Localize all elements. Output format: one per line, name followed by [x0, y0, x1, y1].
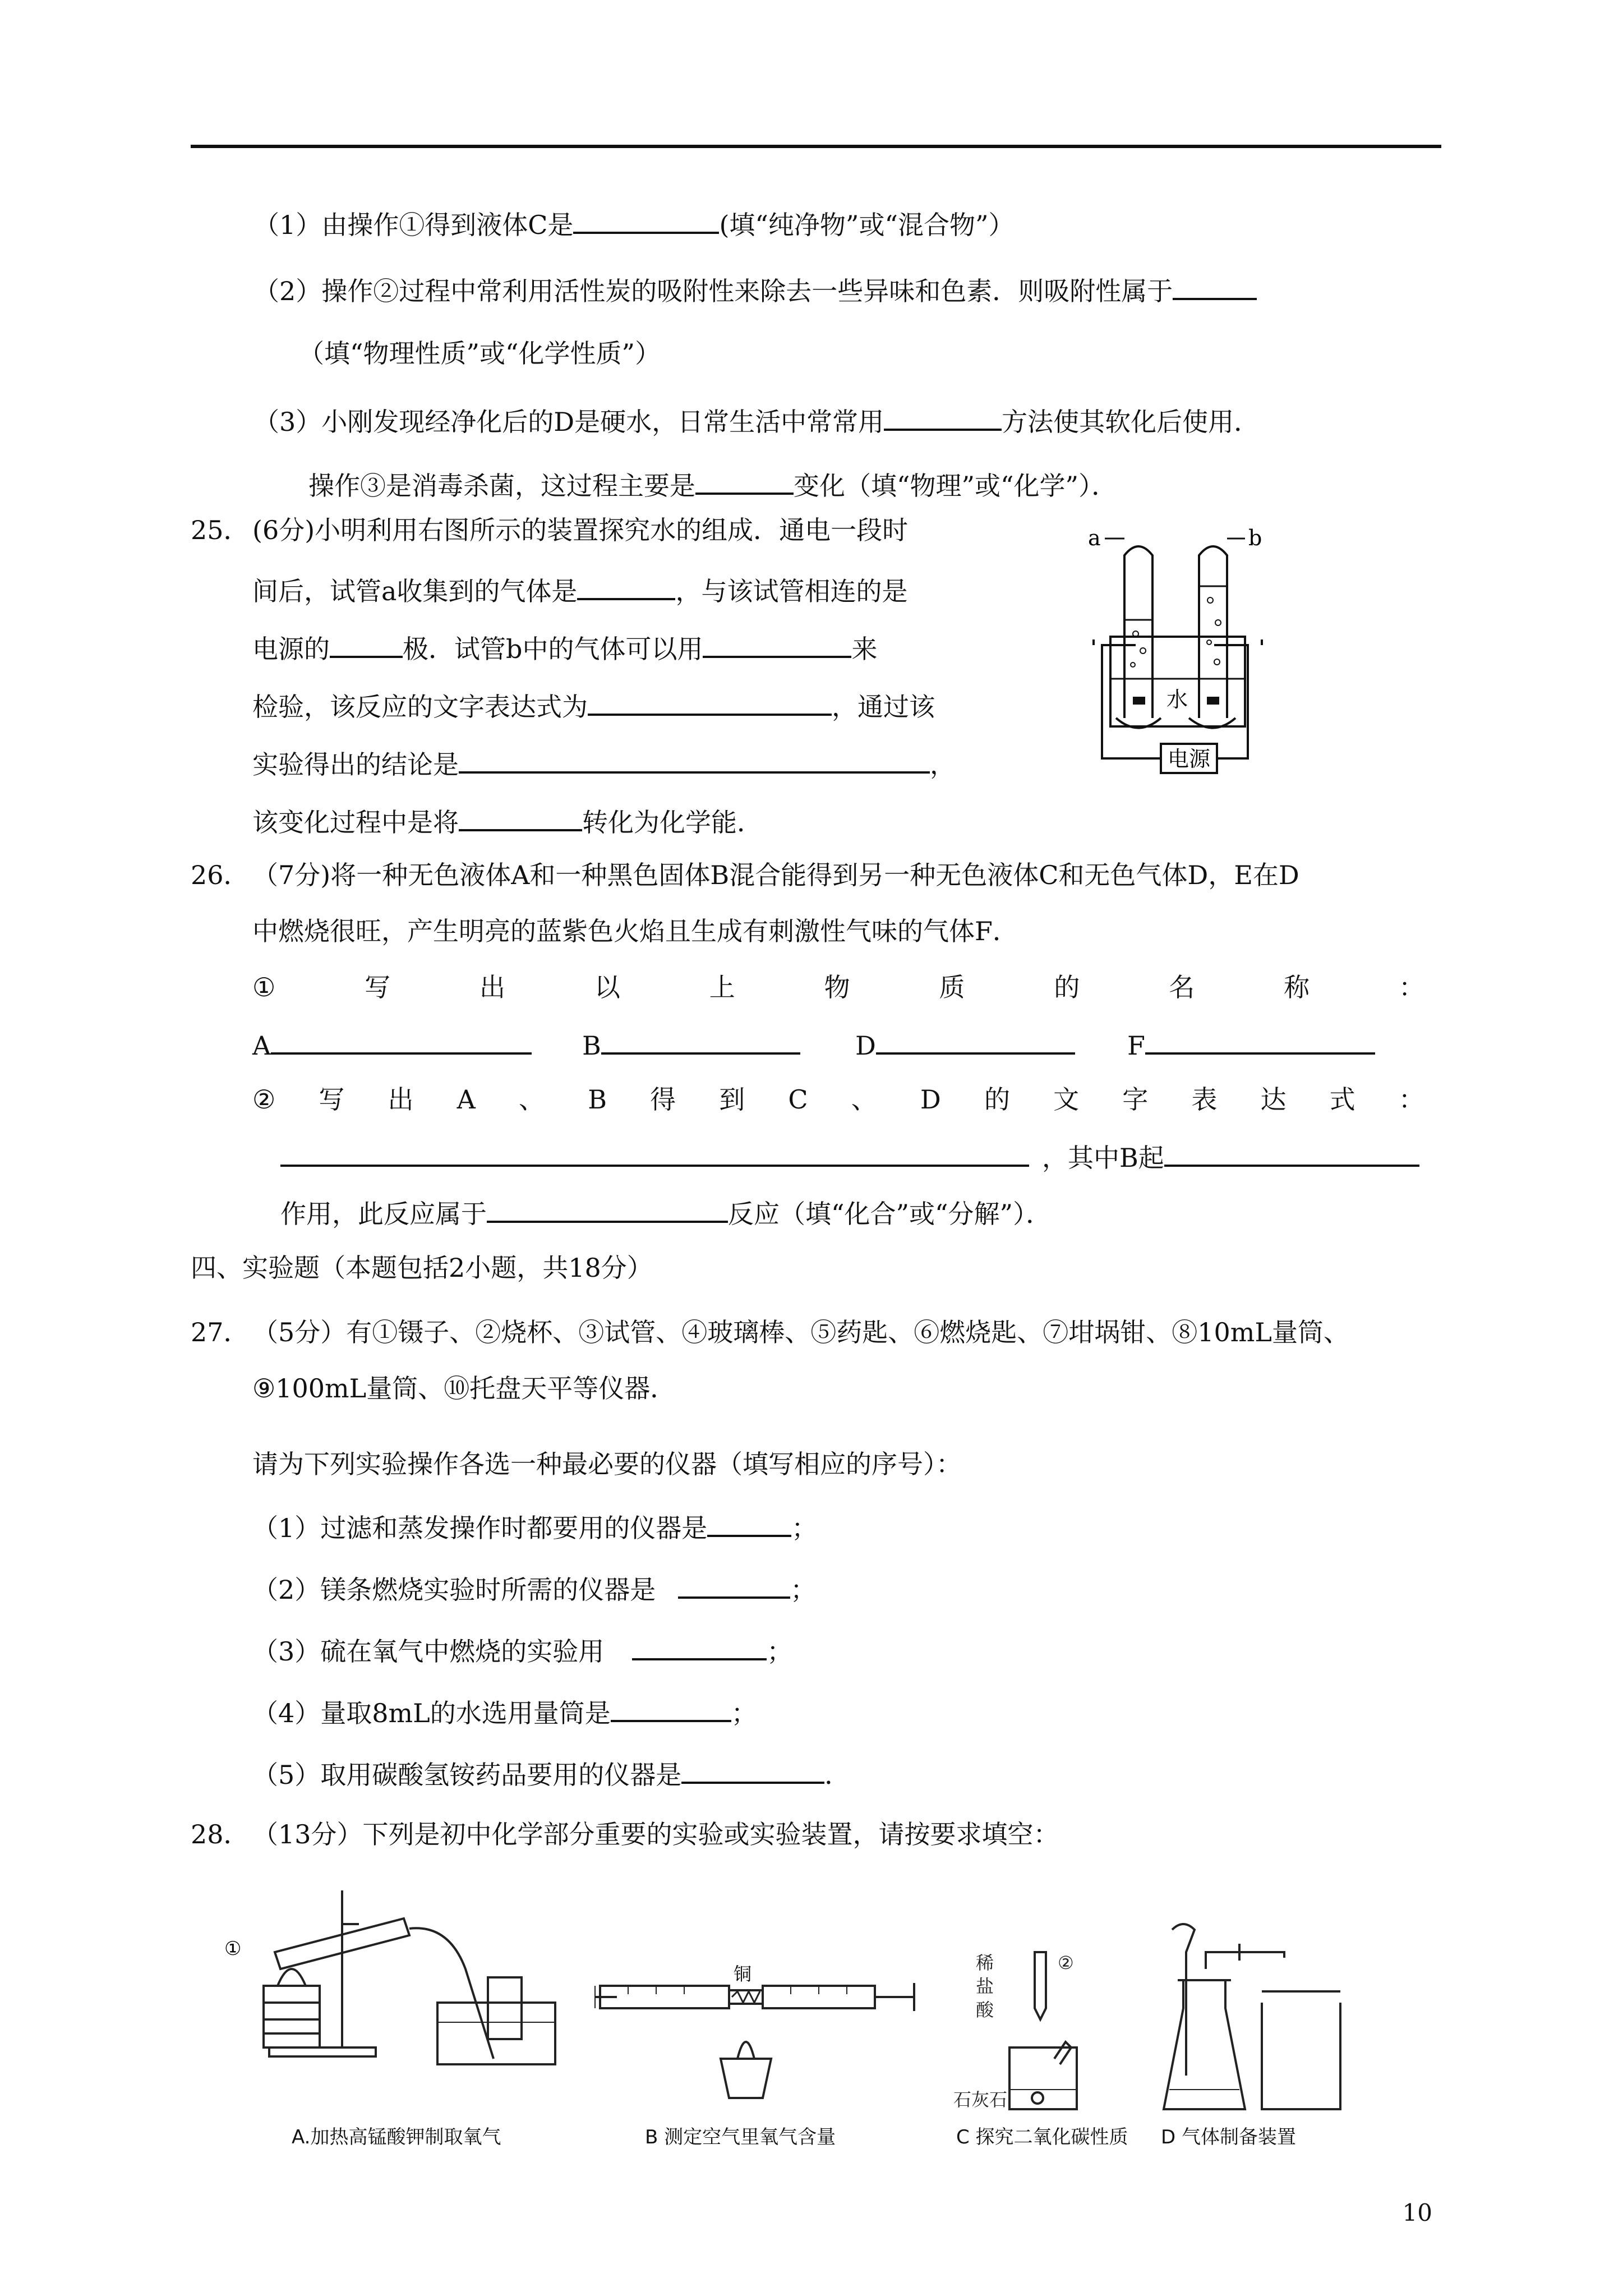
answer-blank[interactable] [588, 688, 832, 716]
answer-blank[interactable] [573, 206, 719, 234]
q26-line-5-char: 得 [650, 1084, 676, 1115]
q26-line-5-char: 表 [1191, 1084, 1218, 1115]
q26-line-4-d [855, 1027, 1075, 1062]
q24-item-2-text: （2）操作②过程中常利用活性炭的吸附性来除去一些异味和色素．则吸附性属于 [253, 276, 1173, 306]
q27-item-5 [252, 1756, 850, 1792]
q24-item-4-tail: 变化（填“物理”或“化学”）． [794, 471, 1118, 501]
q26-line-5-char: 、 [519, 1084, 545, 1115]
q26-number: 26． [191, 860, 250, 890]
q26-line-5-char: 的 [984, 1084, 1010, 1115]
q25-line-3-c: 来 [851, 634, 878, 664]
q28-line-1: （13分）下列是初中化学部分重要的实验或实验装置，请按要求填空： [252, 1819, 1059, 1849]
q27-item-5-text: （5）取用碳酸氢铵药品要用的仪器是 [252, 1760, 682, 1790]
q25-line-2-b: ，与该试管相连的是 [675, 576, 908, 606]
header-rule [191, 145, 1441, 148]
q26-line-3-char: 质 [939, 972, 965, 1002]
q26-line-2: 中燃烧很旺，产生明亮的蓝紫色火焰且生成有刺激性气味的气体F． [252, 916, 1018, 946]
q26-line-3-char: 物 [824, 972, 850, 1002]
q25-line-4 [252, 688, 935, 724]
q26-line-4-b [582, 1027, 800, 1062]
q27-item-2 [252, 1571, 816, 1607]
q26-line-7-b: 反应（填“化合”或“分解”）． [728, 1199, 1052, 1229]
q26-line-3-char: 称 [1284, 972, 1310, 1002]
q27-item-5-tail: ． [824, 1760, 851, 1790]
answer-blank[interactable] [695, 467, 794, 495]
label-a: A [252, 1030, 271, 1061]
q24-item-2 [253, 272, 1257, 308]
tube-a-label: a [1088, 526, 1101, 550]
q26-line-4 [252, 1027, 532, 1062]
q26-line-7 [280, 1195, 1052, 1231]
q26-line-5-char: A [457, 1084, 476, 1115]
answer-blank[interactable] [330, 630, 403, 658]
electrolysis-apparatus-figure [1077, 522, 1301, 791]
q27-item-3 [252, 1632, 792, 1668]
q26-line-7-a: 作用，此反应属于 [280, 1199, 487, 1229]
q25-line-6-a: 该变化过程中是将 [252, 807, 459, 838]
q26-line-6-b [1042, 1139, 1419, 1175]
label-f: F [1127, 1030, 1145, 1061]
figure-c-caption: C 探究二氧化碳性质 [956, 2126, 1128, 2148]
q26-line-5-char: 达 [1260, 1084, 1287, 1115]
q26-line-5-char: C [788, 1084, 808, 1115]
q25-line-6 [252, 803, 763, 839]
figure-d-caption: D 气体制备装置 [1161, 2126, 1296, 2148]
q25-line-1: (6分)小明利用右图所示的装置探究水的组成．通电一段时 [252, 515, 909, 545]
q24-item-3-text: （3）小刚发现经净化后的D是硬水，日常生活中常常用 [253, 407, 884, 437]
q25-line-3-a: 电源的 [252, 634, 330, 664]
q25-number: 25． [191, 515, 250, 545]
q26-line-3-char: 上 [709, 972, 735, 1002]
figure-b-air-oxygen-apparatus [594, 1963, 931, 2120]
q27-item-2-tail: ； [790, 1575, 817, 1605]
q24-item-4-text: 操作③是消毒杀菌，这过程主要是 [308, 471, 695, 501]
q27-item-1-text: （1）过滤和蒸发操作时都要用的仪器是 [252, 1513, 708, 1543]
copper-label: 铜 [734, 1963, 752, 1985]
limestone-label: 石灰石 [953, 2089, 1008, 2110]
q24-item-3 [253, 403, 1260, 439]
q26-line-5-char: 写 [319, 1084, 345, 1115]
section-4-title: 四、实验题（本题包括2小题，共18分） [191, 1253, 653, 1283]
tube-b-label: b [1248, 526, 1262, 550]
q26-line-3-char: 写 [365, 972, 391, 1002]
answer-blank[interactable] [632, 1632, 767, 1660]
answer-blank[interactable] [271, 1027, 532, 1055]
answer-blank[interactable] [601, 1027, 800, 1055]
q24-item-3-tail: 方法使其软化后使用． [1002, 407, 1260, 437]
q26-line-3-char: ： [1399, 972, 1424, 1002]
q27-line-3: 请为下列实验操作各选一种最必要的仪器（填写相应的序号）： [252, 1449, 962, 1479]
q26-line-6 [280, 1139, 1029, 1175]
q25-line-5 [252, 746, 956, 781]
q26-line-5-char: ② [252, 1084, 276, 1115]
q27-item-2-text: （2）镁条燃烧实验时所需的仪器是 [252, 1575, 656, 1605]
figure-c-co2-apparatus [953, 1947, 1133, 2120]
q27-line-1: （5分）有①镊子、②烧杯、③试管、④玻璃棒、⑤药匙、⑥燃烧匙、⑦坩埚钳、⑧10mL量筒、 [252, 1317, 1349, 1347]
answer-blank[interactable] [1173, 272, 1257, 300]
label-b: B [582, 1030, 601, 1061]
q26-line-3-char: 的 [1054, 972, 1080, 1002]
q26-line-5-char: 字 [1122, 1084, 1149, 1115]
answer-blank[interactable] [611, 1694, 731, 1722]
q25-line-5-a: 实验得出的结论是 [252, 749, 459, 780]
q26-line-5-char: ： [1398, 1084, 1424, 1115]
q26-line-5 [252, 1083, 1424, 1116]
q26-line-3-char: 以 [594, 972, 620, 1002]
q25-line-4-a: 检验，该反应的文字表达式为 [252, 692, 588, 722]
figure-a-kmno4-apparatus [224, 1890, 594, 2120]
q26-line-5-char: 式 [1329, 1084, 1355, 1115]
answer-blank[interactable] [459, 803, 582, 831]
q28-number: 28． [191, 1819, 250, 1849]
q27-item-1-tail: ； [791, 1513, 818, 1543]
figure-d-gas-apparatus [1161, 1918, 1346, 2120]
q25-line-2-a: 间后，试管a收集到的气体是 [252, 576, 578, 606]
answer-blank[interactable] [703, 630, 851, 658]
q27-line-2: ⑨100mL量筒、⑩托盘天平等仪器． [252, 1373, 676, 1404]
acid-label-2: 盐 [976, 1976, 994, 1997]
marker-2: ② [1058, 1952, 1074, 1973]
figure-a-caption: A.加热高锰酸钾制取氧气 [292, 2126, 501, 2148]
q27-item-4-text: （4）量取8mL的水选用量筒是 [252, 1698, 611, 1728]
q27-item-3-text: （3）硫在氧气中燃烧的实验用 [252, 1636, 605, 1667]
q26-line-5-char: 文 [1053, 1084, 1080, 1115]
q26-line-3-char: 名 [1169, 972, 1195, 1002]
q26-line-3-char: 出 [479, 972, 505, 1002]
q26-line-5-char: B [588, 1084, 607, 1115]
answer-blank[interactable] [876, 1027, 1075, 1055]
q25-line-2 [252, 572, 907, 608]
q26-line-5-char: 、 [851, 1084, 877, 1115]
q24-item-1-text: （1）由操作①得到液体C是 [253, 210, 574, 240]
answer-blank[interactable] [884, 403, 1002, 431]
q26-line-5-char: D [920, 1084, 941, 1115]
q25-line-3-b: 极．试管b中的气体可以用 [403, 634, 703, 664]
q26-line-4-f [1127, 1027, 1375, 1062]
q25-line-5-b: ， [930, 749, 956, 780]
answer-blank[interactable] [459, 746, 930, 774]
figure-b-caption: B 测定空气里氧气含量 [645, 2126, 836, 2148]
marker-1: ① [224, 1938, 242, 1960]
q27-number: 27． [191, 1317, 250, 1347]
power-source-label: 电源 [1168, 747, 1211, 771]
q25-line-6-b: 转化为化学能． [582, 807, 763, 838]
q26-line-5-char: 出 [388, 1084, 414, 1115]
answer-blank[interactable] [487, 1195, 728, 1223]
answer-blank[interactable] [577, 572, 675, 600]
acid-label-3: 酸 [976, 1999, 994, 2021]
q27-item-3-tail: ； [767, 1636, 793, 1667]
q27-item-4-tail: ； [731, 1698, 757, 1728]
answer-blank[interactable] [707, 1509, 791, 1537]
q24-item-1 [253, 206, 1014, 242]
answer-blank[interactable] [681, 1756, 824, 1784]
q26-line-3 [252, 970, 1424, 1004]
answer-blank[interactable] [1164, 1139, 1419, 1167]
answer-blank[interactable] [678, 1571, 790, 1599]
q27-item-4 [252, 1694, 757, 1730]
water-label: 水 [1166, 687, 1188, 712]
q24-item-2-hint: （填“物理性质”或“化学性质”） [298, 338, 661, 369]
answer-blank[interactable] [1145, 1027, 1375, 1055]
page-number: 10 [1402, 2199, 1432, 2226]
q24-item-4 [308, 467, 1117, 503]
q25-line-4-b: ，通过该 [832, 692, 935, 722]
q26-line-5-char: 到 [719, 1084, 745, 1115]
q25-line-3 [252, 630, 877, 666]
answer-blank[interactable] [280, 1139, 1029, 1167]
q24-item-1-hint: (填“纯净物”或“混合物”） [719, 210, 1015, 240]
acid-label-1: 稀 [976, 1952, 994, 1973]
q26-line-6-text: ，其中B起 [1042, 1143, 1164, 1173]
q26-line-3-char: ① [252, 972, 276, 1002]
q26-line-1: （7分)将一种无色液体A和一种黑色固体B混合能得到另一种无色液体C和无色气体D，E在D [252, 860, 1299, 890]
q27-item-1 [252, 1509, 817, 1545]
label-d: D [855, 1030, 876, 1061]
